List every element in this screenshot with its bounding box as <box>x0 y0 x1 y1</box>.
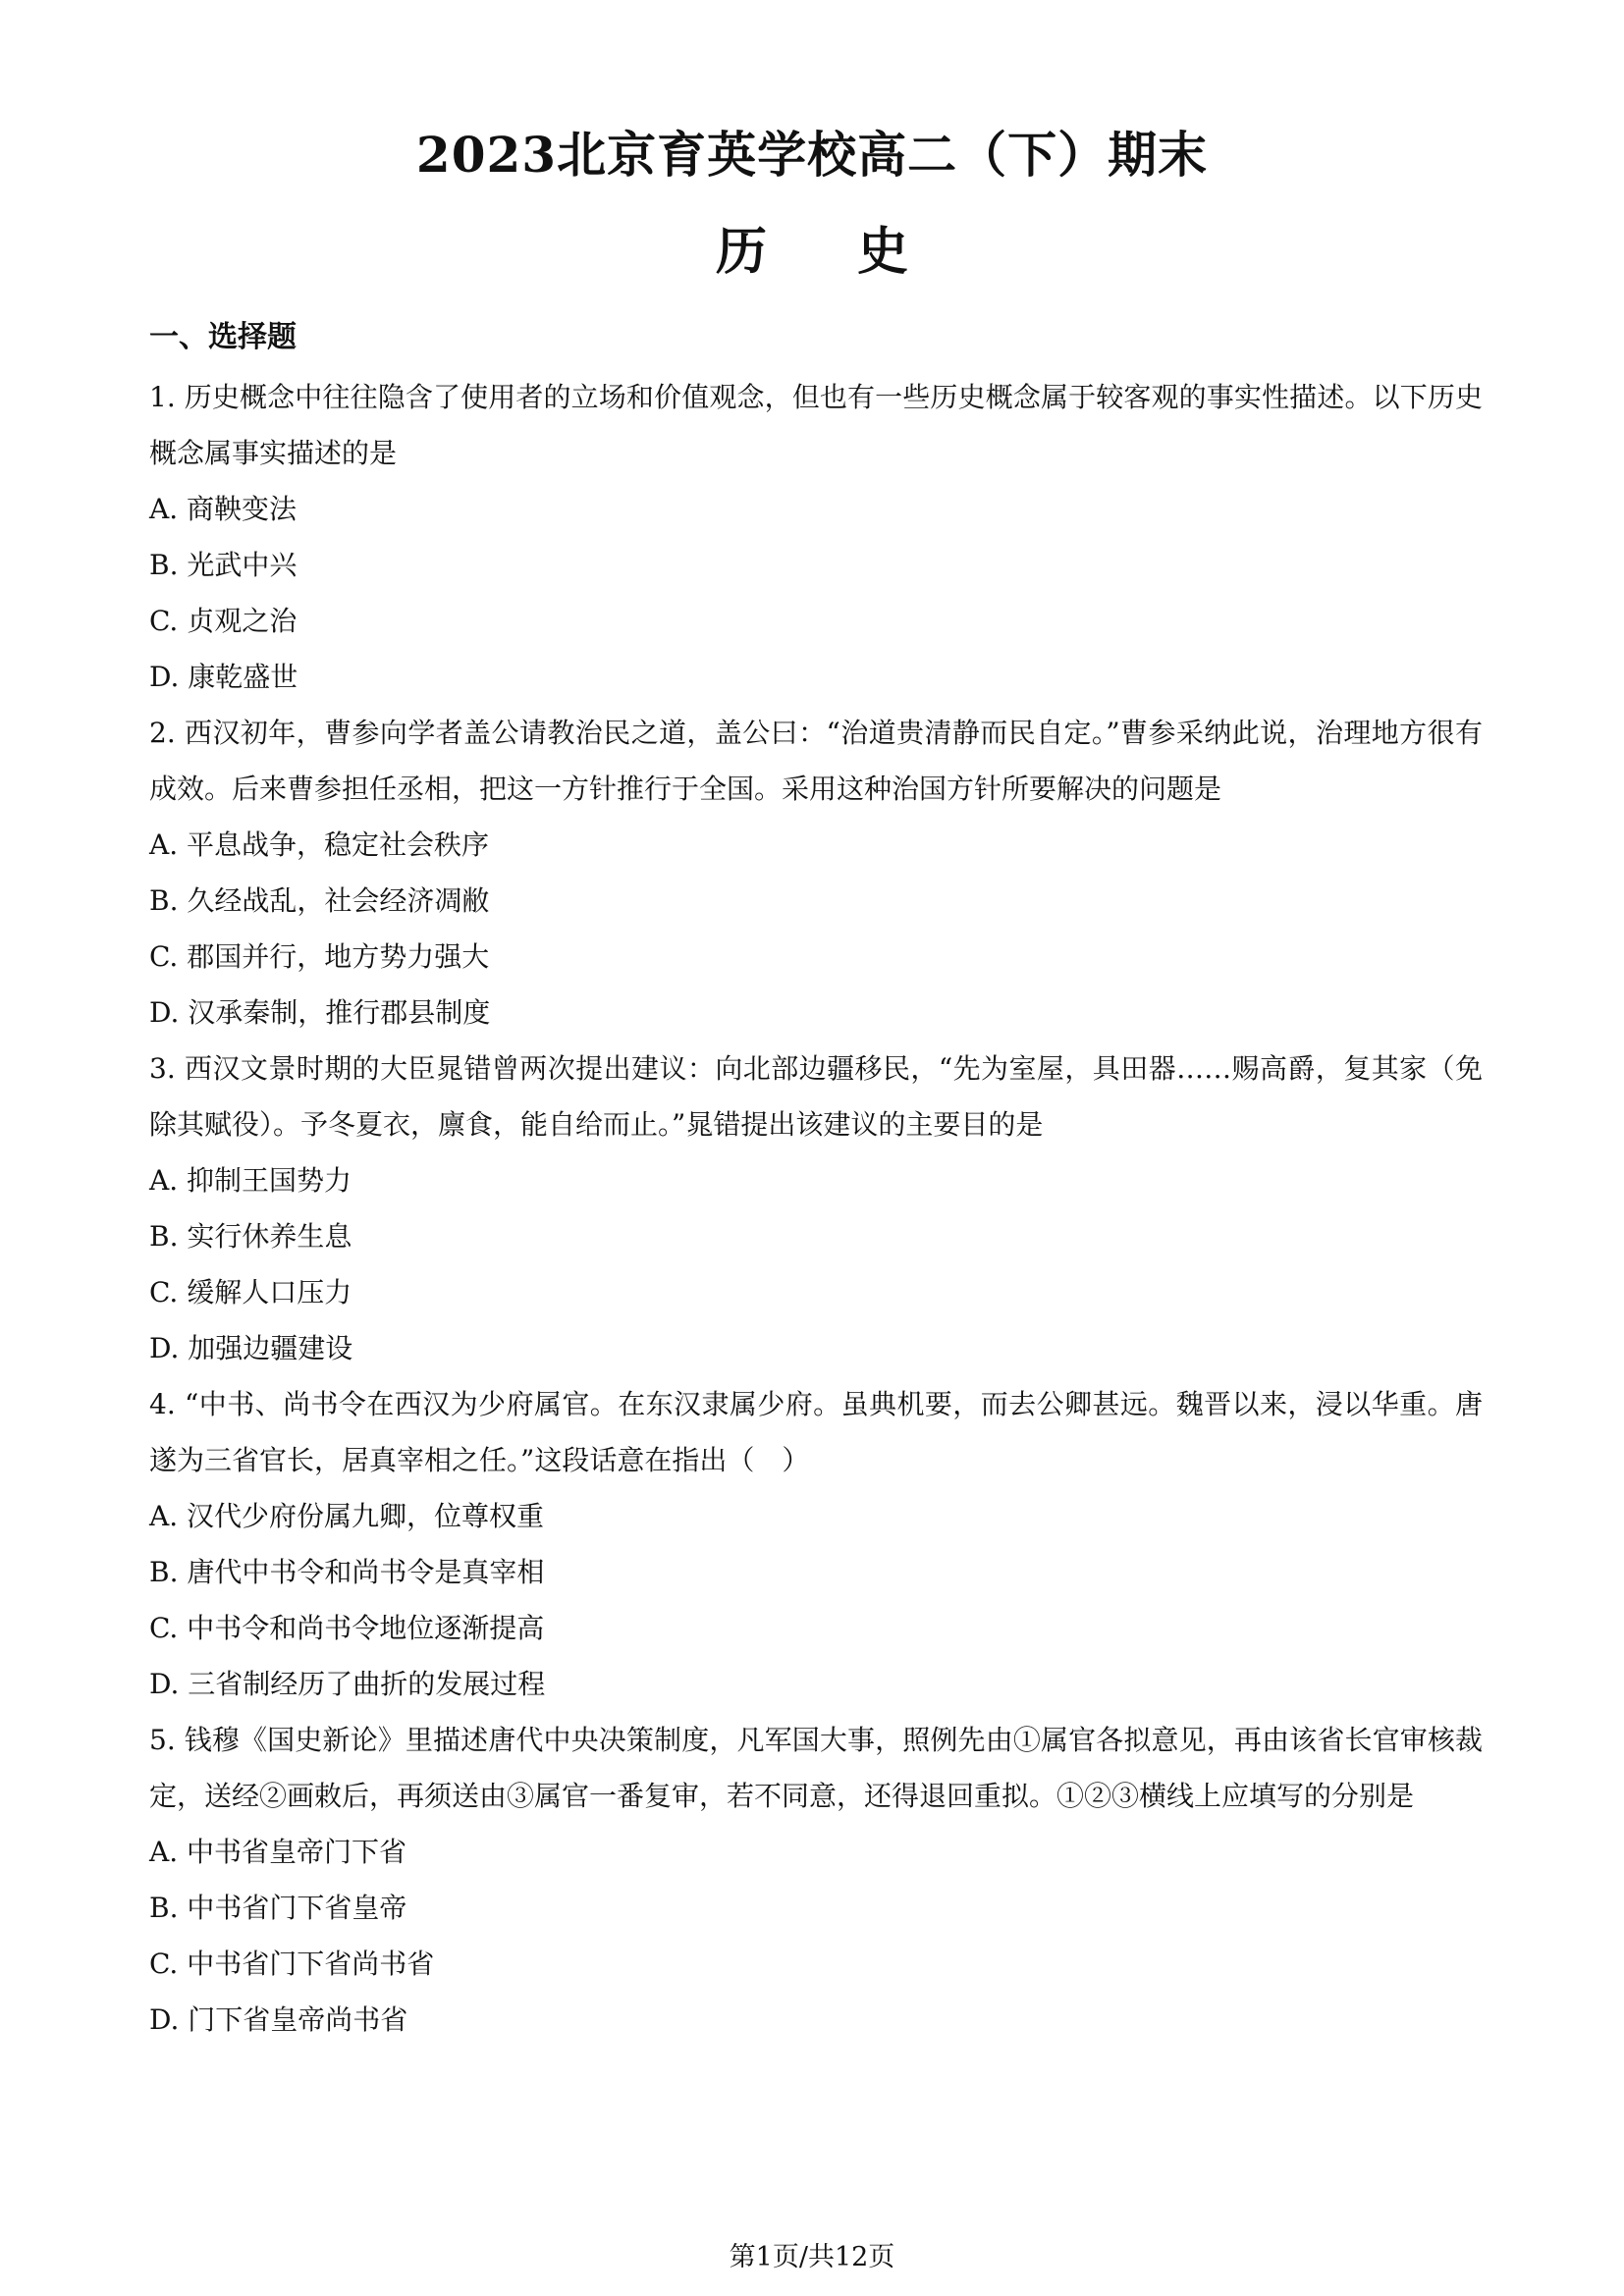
subject-title: 历史 <box>715 222 999 282</box>
question-stem: 5. 钱穆《国史新论》里描述唐代中央决策制度，凡军国大事，照例先由①属官各拟意见，再由该省长官审核裁定，送经②画敕后，再须送由③属官一番复审，若不同意，还得退回重拟。①②③横线上应填写的分别是 <box>149 1724 1483 1812</box>
section-heading: 一、选择题 <box>149 320 297 354</box>
option-b: B. 实行休养生息 <box>149 1220 352 1253</box>
question-2 <box>149 705 1483 1041</box>
option-a: A. 商鞅变法 <box>149 493 298 525</box>
option-a: A. 抑制王国势力 <box>149 1164 352 1197</box>
question-3 <box>149 1041 1483 1376</box>
option-d: D. 加强边疆建设 <box>149 1332 353 1364</box>
option-d: D. 门下省皇帝尚书省 <box>149 2003 408 2036</box>
exam-title: 2023北京育英学校高二（下）期末 <box>415 126 1209 184</box>
question-1 <box>149 369 1483 705</box>
option-a: A. 中书省皇帝门下省 <box>149 1836 407 1868</box>
question-stem: 1. 历史概念中往往隐含了使用者的立场和价值观念，但也有一些历史概念属于较客观的事实性描述。以下历史概念属事实描述的是 <box>149 381 1483 469</box>
question-stem: 4. “中书、尚书令在西汉为少府属官。在东汉隶属少府。虽典机要，而去公卿甚远。魏晋以来，浸以华重。唐遂为三省官长，居真宰相之任。”这段话意在指出（ ） <box>149 1388 1483 1476</box>
option-d: D. 三省制经历了曲折的发展过程 <box>149 1668 546 1700</box>
option-b: B. 光武中兴 <box>149 549 298 581</box>
question-list <box>149 369 1483 2048</box>
option-a: A. 平息战争，稳定社会秩序 <box>149 828 490 861</box>
option-c: C. 郡国并行，地方势力强大 <box>149 940 490 973</box>
option-b: B. 中书省门下省皇帝 <box>149 1892 407 1924</box>
option-d: D. 康乾盛世 <box>149 661 298 693</box>
option-c: C. 中书省门下省尚书省 <box>149 1948 435 1980</box>
option-a: A. 汉代少府份属九卿，位尊权重 <box>149 1500 545 1532</box>
option-d: D. 汉承秦制，推行郡县制度 <box>149 996 491 1029</box>
question-5 <box>149 1712 1483 2048</box>
option-c: C. 缓解人口压力 <box>149 1276 352 1308</box>
question-stem: 3. 西汉文景时期的大臣晁错曾两次提出建议：向北部边疆移民，“先为室屋，具田器……赐高爵，复其家（免除其赋役）。予冬夏衣，廪食，能自给而止。”晁错提出该建议的主要目的是 <box>149 1052 1483 1141</box>
question-4 <box>149 1376 1483 1712</box>
option-b: B. 唐代中书令和尚书令是真宰相 <box>149 1556 545 1588</box>
page-number: 第1页/共12页 <box>729 2242 895 2272</box>
option-b: B. 久经战乱，社会经济凋敝 <box>149 884 490 917</box>
option-c: C. 中书令和尚书令地位逐渐提高 <box>149 1612 545 1644</box>
option-c: C. 贞观之治 <box>149 605 298 637</box>
question-stem: 2. 西汉初年，曹参向学者盖公请教治民之道，盖公曰：“治道贵清静而民自定。”曹参采纳此说，治理地方很有成效。后来曹参担任丞相，把这一方针推行于全国。采用这种治国方针所要解决的问题是 <box>149 717 1483 805</box>
